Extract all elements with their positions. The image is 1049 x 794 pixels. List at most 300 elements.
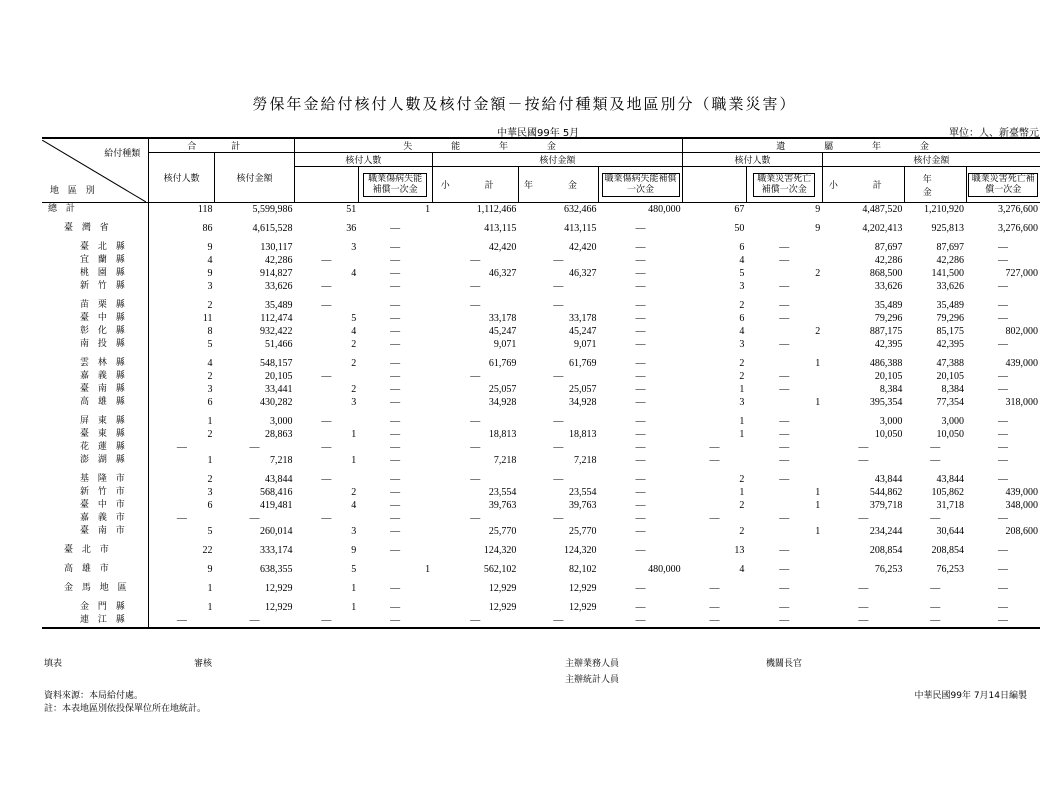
table-row: [42, 241, 1040, 254]
table-cell: —: [779, 255, 790, 266]
region-label: 總 計: [42, 203, 149, 217]
survivor-group-header: 遺 屬 年 金: [683, 138, 1040, 153]
region-label: 臺 中 市: [42, 499, 149, 512]
report-title: 勞保年金給付核付人數及核付金額－按給付種類及地區別分（職業災害）: [252, 95, 797, 113]
table-cell: —: [709, 583, 720, 594]
total-persons-header: 核付人數: [149, 153, 215, 203]
table-cell: —: [858, 583, 869, 594]
table-cell: —: [390, 300, 401, 311]
table-cell: 2: [739, 500, 745, 511]
table-cell: —: [779, 474, 790, 485]
table-cell: —: [779, 384, 790, 395]
table-cell: —: [553, 474, 564, 485]
footer-business-officer: 主辦業務人員: [565, 659, 620, 669]
table-cell: —: [779, 455, 790, 466]
table-body: [42, 203, 1040, 629]
table-row: [42, 415, 1040, 428]
disability-annuity-header: 年 金: [518, 167, 598, 203]
table-cell: —: [249, 513, 260, 524]
table-cell: —: [390, 474, 401, 485]
table-row: [42, 499, 1040, 512]
table-cell: 1: [739, 416, 745, 427]
table-cell: 638,355: [260, 564, 293, 575]
table-cell: —: [470, 300, 481, 311]
table-cell: 562,102: [483, 564, 517, 575]
table-cell: 105,862: [931, 487, 964, 498]
table-cell: 348,000: [1005, 500, 1038, 511]
table-cell: —: [779, 442, 790, 453]
table-cell: 2: [739, 300, 745, 311]
table-cell: —: [779, 545, 790, 556]
table-cell: —: [858, 455, 869, 466]
region-label: 新 竹 縣: [42, 280, 149, 293]
total-amount-header: 核付金額: [214, 153, 294, 203]
table-cell: —: [390, 487, 401, 498]
table-cell: 9: [207, 242, 213, 253]
table-cell: —: [635, 545, 646, 556]
table-cell: 33,441: [265, 384, 293, 395]
table-cell: 43,844: [874, 474, 903, 485]
table-cell: 46,327: [488, 268, 517, 279]
table-cell: 43,844: [936, 474, 964, 485]
table-cell: 208,854: [869, 545, 903, 556]
table-row: [42, 512, 1040, 525]
table-cell: —: [635, 416, 646, 427]
table-cell: —: [709, 455, 720, 466]
table-cell: —: [998, 564, 1008, 575]
table-cell: 430,282: [260, 397, 293, 408]
table-cell: 260,014: [260, 526, 293, 537]
table-cell: 42,395: [874, 339, 903, 350]
table-cell: 2: [739, 526, 745, 537]
table-cell: 2: [739, 358, 745, 369]
table-cell: —: [390, 455, 401, 466]
table-cell: 51: [346, 204, 357, 215]
table-cell: —: [553, 300, 564, 311]
footer-source: 資料來源：本局給付處。: [44, 691, 144, 701]
table-cell: 3,000: [270, 416, 293, 427]
table-cell: 141,500: [931, 268, 964, 279]
table-cell: 318,000: [1005, 397, 1038, 408]
table-cell: —: [295, 614, 359, 628]
table-cell: 61,769: [488, 358, 517, 369]
table-cell: —: [390, 429, 401, 440]
table-cell: —: [635, 602, 646, 613]
table-cell: —: [553, 281, 564, 292]
footer-reviewed-by: 審核: [194, 659, 213, 669]
table-cell: —: [779, 300, 790, 311]
table-cell: —: [998, 545, 1008, 556]
table-cell: —: [635, 300, 646, 311]
table-cell: —: [998, 429, 1008, 440]
table-cell: 25,057: [568, 384, 597, 395]
statistics-table: [42, 137, 1040, 629]
table-cell: 7,218: [270, 455, 293, 466]
table-cell: 2: [351, 339, 357, 350]
disability-group-header: 失 能 年 金: [295, 138, 683, 153]
table-cell: 1,112,466: [476, 204, 517, 215]
table-row: [42, 473, 1040, 486]
table-cell: —: [390, 500, 401, 511]
table-cell: 50: [734, 223, 745, 234]
table-cell: 42,420: [488, 242, 517, 253]
table-cell: 7,218: [573, 455, 597, 466]
survivor-annuity-header: 年 金: [904, 167, 966, 203]
survivor-amount-header: 核付金額: [822, 153, 1040, 167]
disability-persons-header: 核付人數: [295, 153, 433, 167]
disability-lump-sum-amount-header: 職業傷病失能補償一次金: [602, 173, 680, 197]
table-row: [42, 454, 1040, 467]
table-cell: 2: [351, 358, 357, 369]
table-cell: 1: [815, 397, 821, 408]
table-cell: —: [998, 384, 1008, 395]
table-cell: —: [390, 583, 401, 594]
region-label: 臺 東 縣: [42, 428, 149, 441]
table-cell: —: [553, 416, 564, 427]
table-cell: —: [779, 371, 790, 382]
table-cell: —: [390, 545, 401, 556]
table-cell: 61,769: [568, 358, 597, 369]
table-cell: 35,489: [936, 300, 964, 311]
table-cell: —: [998, 583, 1008, 594]
table-cell: —: [635, 242, 646, 253]
region-label: 宜 蘭 縣: [42, 254, 149, 267]
table-row: [42, 357, 1040, 370]
footer-head: 機關長官: [766, 659, 803, 669]
region-label: 苗 栗 縣: [42, 299, 149, 312]
table-cell: —: [553, 255, 564, 266]
table-cell: 4: [351, 268, 357, 279]
table-cell: 12,929: [488, 583, 517, 594]
table-cell: 28,863: [265, 429, 293, 440]
table-cell: —: [998, 281, 1008, 292]
table-cell: 7,218: [493, 455, 517, 466]
table-cell: 1: [739, 384, 745, 395]
table-cell: 3: [351, 397, 357, 408]
table-cell: —: [779, 583, 790, 594]
table-cell: —: [998, 242, 1008, 253]
region-label: 彰 化 縣: [42, 325, 149, 338]
footer-stats-officer: 主辦統計人員: [565, 675, 620, 685]
table-cell: 112,474: [260, 313, 293, 324]
report-date: 中華民國99年 5月: [497, 128, 580, 139]
table-cell: 1: [815, 526, 821, 537]
table-cell: —: [779, 339, 790, 350]
table-cell: 23,554: [488, 487, 517, 498]
table-cell: 1: [815, 487, 821, 498]
table-cell: —: [470, 474, 481, 485]
region-label: 嘉 義 市: [42, 512, 149, 525]
table-cell: —: [390, 371, 401, 382]
table-cell: —: [779, 513, 790, 524]
table-cell: —: [779, 602, 790, 613]
table-cell: 1: [425, 204, 431, 215]
table-cell: 43,844: [265, 474, 293, 485]
table-cell: —: [635, 313, 646, 324]
table-cell: —: [930, 513, 941, 524]
table-cell: —: [321, 474, 332, 485]
table-cell: —: [470, 281, 481, 292]
table-cell: 395,354: [869, 397, 903, 408]
table-cell: 1: [815, 358, 821, 369]
table-cell: 208,854: [931, 545, 964, 556]
table-cell: 727,000: [1005, 268, 1038, 279]
table-cell: —: [149, 614, 215, 628]
table-cell: 34,928: [568, 397, 597, 408]
region-label: 南 投 縣: [42, 338, 149, 351]
table-cell: 4: [207, 255, 213, 266]
table-cell: —: [321, 416, 332, 427]
unit-label: 單位：人、新臺幣元: [949, 128, 1039, 139]
table-cell: —: [635, 223, 646, 234]
table-row: [42, 525, 1040, 538]
table-cell: 22: [202, 545, 213, 556]
survivor-persons-header: 核付人數: [683, 153, 823, 167]
table-cell: 1: [815, 500, 821, 511]
table-cell: —: [635, 442, 646, 453]
disability-amount-header: 核付金額: [432, 153, 683, 167]
table-cell: —: [358, 614, 432, 628]
table-cell: 3: [739, 281, 745, 292]
table-cell: 124,320: [483, 545, 517, 556]
table-cell: 9: [815, 204, 821, 215]
table-cell: 42,420: [568, 242, 597, 253]
table-cell: —: [390, 268, 401, 279]
table-cell: 1: [207, 455, 213, 466]
table-cell: —: [635, 455, 646, 466]
table-cell: 3: [739, 339, 745, 350]
table-cell: 1,210,920: [924, 204, 964, 215]
region-label: 臺 南 縣: [42, 383, 149, 396]
table-cell: —: [390, 223, 401, 234]
table-cell: —: [432, 614, 518, 628]
table-cell: 1: [207, 602, 213, 613]
table-cell: 914,827: [260, 268, 293, 279]
table-cell: 9: [207, 268, 213, 279]
table-cell: 419,481: [260, 500, 293, 511]
table-cell: —: [553, 371, 564, 382]
table-cell: 20,105: [936, 371, 964, 382]
table-cell: —: [390, 242, 401, 253]
table-cell: 12,929: [568, 583, 597, 594]
table-cell: 887,175: [869, 326, 903, 337]
table-cell: 20,105: [874, 371, 903, 382]
region-label: 臺 南 市: [42, 525, 149, 538]
table-cell: 33,178: [488, 313, 517, 324]
table-cell: —: [966, 614, 1040, 628]
corner-header: [42, 138, 149, 203]
table-cell: —: [635, 358, 646, 369]
table-row: [42, 396, 1040, 409]
table-cell: —: [553, 442, 564, 453]
footer-prepared-by: 填表: [44, 659, 63, 669]
table-cell: —: [709, 442, 720, 453]
table-row: [42, 338, 1040, 351]
survivor-lump-sum-persons-header: 職業災害死亡補償一次金: [753, 173, 815, 197]
table-cell: —: [390, 313, 401, 324]
region-label: 金 馬 地 區: [42, 582, 149, 595]
table-cell: —: [822, 614, 904, 628]
table-cell: 35,489: [265, 300, 293, 311]
disability-lump-sum-persons-header: 職業傷病失能補償一次金: [363, 173, 427, 197]
total-group-header: 合 計: [149, 138, 295, 153]
table-cell: 3: [207, 384, 213, 395]
region-label: 高 雄 縣: [42, 396, 149, 409]
table-cell: —: [998, 255, 1008, 266]
table-cell: 12,929: [568, 602, 597, 613]
table-cell: 25,770: [568, 526, 597, 537]
table-cell: —: [635, 326, 646, 337]
region-label: 桃 園 縣: [42, 267, 149, 280]
table-cell: 480,000: [648, 204, 681, 215]
table-cell: 85,175: [936, 326, 964, 337]
region-label: 花 蓮 縣: [42, 441, 149, 454]
region-label: 臺 北 縣: [42, 241, 149, 254]
table-cell: 8,384: [879, 384, 903, 395]
table-cell: —: [635, 268, 646, 279]
table-cell: 544,862: [869, 487, 903, 498]
table-cell: 4: [739, 255, 745, 266]
table-cell: 1: [351, 583, 357, 594]
table-cell: 33,178: [568, 313, 597, 324]
survivor-lump-sum-amount-header: 職業災害死亡補償一次金: [968, 173, 1038, 197]
table-cell: —: [598, 614, 682, 628]
table-cell: —: [779, 313, 790, 324]
footer-compiled-date: 中華民國99年 7月14日編製: [914, 691, 1027, 701]
table-cell: —: [635, 500, 646, 511]
table-cell: 8: [207, 326, 213, 337]
table-cell: 76,253: [936, 564, 964, 575]
table-cell: —: [390, 513, 401, 524]
table-cell: —: [998, 513, 1008, 524]
table-cell: —: [470, 255, 481, 266]
footer-note: 註：本表地區別依投保單位所在地統計。: [44, 704, 207, 714]
table-cell: 3: [351, 526, 357, 537]
table-cell: 25,057: [488, 384, 517, 395]
table-cell: —: [635, 371, 646, 382]
table-cell: —: [635, 526, 646, 537]
table-cell: —: [635, 255, 646, 266]
table-cell: 568,416: [260, 487, 293, 498]
table-cell: 3,276,600: [998, 204, 1038, 215]
table-cell: 79,296: [874, 313, 903, 324]
table-cell: 6: [739, 242, 745, 253]
table-cell: 31,718: [936, 500, 964, 511]
table-cell: 39,763: [488, 500, 517, 511]
region-label: 新 竹 市: [42, 486, 149, 499]
table-cell: —: [998, 371, 1008, 382]
table-row: [42, 370, 1040, 383]
table-cell: 2: [815, 326, 821, 337]
table-cell: 3,276,600: [998, 223, 1038, 234]
table-cell: 82,102: [568, 564, 597, 575]
table-cell: 3,000: [879, 416, 903, 427]
table-cell: 34,928: [488, 397, 517, 408]
survivor-subtotal-header: 小 計: [822, 167, 904, 203]
region-label: 臺 灣 省: [42, 222, 149, 235]
table-cell: 45,247: [568, 326, 597, 337]
table-cell: 67: [734, 204, 745, 215]
region-label: 嘉 義 縣: [42, 370, 149, 383]
table-row: [42, 203, 1040, 217]
table-cell: 6: [739, 313, 745, 324]
table-cell: —: [858, 602, 869, 613]
table-cell: 1: [351, 429, 357, 440]
table-cell: —: [635, 339, 646, 350]
table-row: [42, 614, 1040, 628]
table-cell: —: [214, 614, 294, 628]
table-cell: 5: [351, 313, 357, 324]
table-cell: 4,202,413: [862, 223, 903, 234]
table-cell: 6: [207, 500, 213, 511]
table-cell: 124,320: [563, 545, 597, 556]
table-cell: 9,071: [493, 339, 517, 350]
table-cell: 5: [207, 526, 213, 537]
table-cell: —: [904, 614, 966, 628]
region-label: 連 江 縣: [42, 614, 149, 628]
table-cell: 3: [739, 397, 745, 408]
table-cell: —: [390, 442, 401, 453]
table-cell: 46,327: [568, 268, 597, 279]
table-cell: —: [635, 397, 646, 408]
table-cell: —: [998, 416, 1008, 427]
table-cell: —: [321, 513, 332, 524]
table-row: [42, 254, 1040, 267]
table-cell: —: [518, 614, 598, 628]
table-cell: 1: [739, 487, 745, 498]
table-cell: 77,354: [936, 397, 964, 408]
table-cell: 4: [739, 564, 745, 575]
table-cell: 2: [815, 268, 821, 279]
table-cell: —: [321, 442, 332, 453]
region-label: 臺 北 市: [42, 544, 149, 557]
table-cell: 5,599,986: [252, 204, 293, 215]
table-cell: —: [930, 583, 941, 594]
table-cell: 9,071: [573, 339, 597, 350]
table-cell: 802,000: [1005, 326, 1038, 337]
table-cell: —: [249, 442, 260, 453]
table-cell: —: [858, 442, 869, 453]
table-cell: —: [176, 442, 187, 453]
table-cell: 42,286: [936, 255, 964, 266]
table-cell: —: [390, 358, 401, 369]
table-row: [42, 325, 1040, 338]
table-cell: 3: [207, 487, 213, 498]
table-cell: 439,000: [1005, 358, 1038, 369]
table-cell: 47,388: [936, 358, 964, 369]
table-row: [42, 222, 1040, 235]
table-cell: 25,770: [488, 526, 517, 537]
table-cell: 23,554: [568, 487, 597, 498]
table-cell: 632,466: [563, 204, 597, 215]
table-cell: 51,466: [265, 339, 293, 350]
table-row: [42, 544, 1040, 557]
table-cell: 30,644: [936, 526, 964, 537]
table-cell: 12,929: [265, 583, 293, 594]
table-cell: 42,286: [874, 255, 903, 266]
table-cell: 4: [207, 358, 213, 369]
table-cell: 4: [739, 326, 745, 337]
table-cell: 1: [207, 583, 213, 594]
table-row: [42, 299, 1040, 312]
region-label: 基 隆 市: [42, 473, 149, 486]
table-cell: —: [390, 416, 401, 427]
table-row: [42, 582, 1040, 595]
table-cell: —: [635, 384, 646, 395]
table-cell: 5: [207, 339, 213, 350]
table-row: [42, 441, 1040, 454]
table-cell: —: [635, 513, 646, 524]
